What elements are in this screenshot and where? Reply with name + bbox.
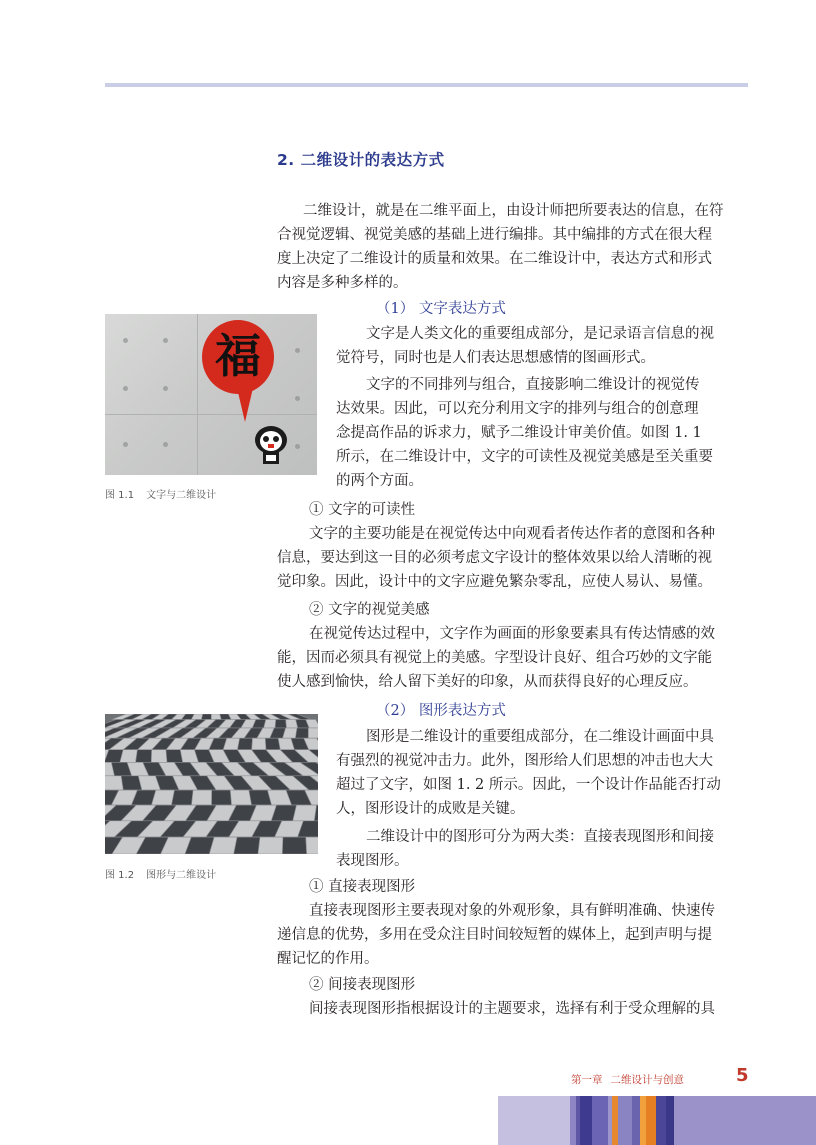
figure-number: 图 1.1 xyxy=(105,490,135,501)
text-line: 念提高作品的诉求力，赋予二维设计审美价值。如图 1. 1 xyxy=(336,425,702,441)
paving-tile xyxy=(166,750,183,763)
text-line: 所示，在二维设计中，文字的可读性及视觉美感是至关重要 xyxy=(336,449,713,465)
text-line: 在视觉传达过程中，文字作为画面的形象要素具有传达情感的效 xyxy=(309,626,715,642)
paving-tile xyxy=(238,738,253,750)
paving-tile xyxy=(105,776,123,790)
subsection-title-graphic: （2） 图形表达方式 xyxy=(376,703,506,719)
paving-tile xyxy=(264,720,276,729)
text-line: 觉印象。因此，设计中的文字应避免繁杂零乱，应使人易认、易懂。 xyxy=(277,574,712,590)
top-rule xyxy=(105,83,748,87)
paving-tile xyxy=(258,837,283,854)
paving-tile xyxy=(152,790,175,805)
text-line: 内容是多种多样的。 xyxy=(277,275,408,291)
chapter-number: 第一章 xyxy=(571,1074,603,1086)
text-line: 度上决定了二维设计的质量和效果。在二维设计中，表达方式和形式 xyxy=(277,251,712,267)
paving-tile xyxy=(234,837,260,854)
figure-1-2-image xyxy=(105,714,318,854)
text-line: 递信息的优势，多用在受众注目时间较短暂的媒体上，起到声明与提 xyxy=(277,927,712,943)
page-number: 5 xyxy=(736,1065,749,1086)
text-line: 直接表现图形主要表现对象的外观形象，具有鲜明准确、快速传 xyxy=(309,903,715,919)
text-line: 的两个方面。 xyxy=(336,473,423,489)
paving-tile xyxy=(293,805,317,821)
checker-pattern xyxy=(105,714,318,854)
text-line: 合视觉逻辑、视觉美感的基础上进行编排。其中编排的方式在很大程 xyxy=(277,227,712,243)
figure-label: 文字与二维设计 xyxy=(146,490,217,501)
text-line: 人，图形设计的成败是关键。 xyxy=(336,801,525,817)
running-footer xyxy=(571,1072,692,1087)
text-line: 文字的不同排列与组合，直接影响二维设计的视觉传 xyxy=(366,377,700,393)
mascot-illustration xyxy=(251,422,291,468)
section-title: 2. 二维设计的表达方式 xyxy=(277,151,445,169)
text-line: 表现图形。 xyxy=(336,853,409,869)
text-line: 达效果。因此，可以充分利用文字的排列与组合的创意理 xyxy=(336,401,699,417)
paving-tile xyxy=(265,738,280,750)
text-line: 能，因而必须具有视觉上的美感。字型设计良好、组合巧妙的文字能 xyxy=(277,650,712,666)
paving-tile xyxy=(230,790,251,805)
text-line: 有强烈的视觉冲击力。此外，图形给人们思想的冲击也大大 xyxy=(336,753,713,769)
chapter-title: 二维设计与创意 xyxy=(610,1074,684,1086)
item-readability: ① 文字的可读性 xyxy=(309,502,416,518)
figure-1-1-image xyxy=(105,314,317,475)
item-direct-graphics: ① 直接表现图形 xyxy=(309,879,416,895)
text-line: 二维设计中的图形可分为两大类：直接表现图形和间接 xyxy=(366,829,714,845)
paving-tile xyxy=(201,714,211,720)
paving-tile xyxy=(172,790,194,805)
speech-balloon-tail xyxy=(237,388,253,422)
text-line: 使人感到愉快，给人留下美好的印象，从而获得良好的心理反应。 xyxy=(277,674,698,690)
text-line: 文字的主要功能是在视觉传达中向观看者传达作者的意图和各种 xyxy=(309,526,715,542)
paving-tile xyxy=(306,837,318,854)
figure-1-2-caption xyxy=(105,866,228,881)
figure-1-1-caption xyxy=(105,486,228,501)
text-line: 觉符号，同时也是人们表达思想感情的图画形式。 xyxy=(336,350,655,366)
paving-tile xyxy=(192,790,212,805)
item-visual-beauty: ② 文字的视觉美感 xyxy=(309,602,430,618)
text-line: 信息，要达到这一目的必须考虑文字设计的整体效果以给人清晰的视 xyxy=(277,550,712,566)
paving-tile xyxy=(151,750,167,763)
subsection-title-text: （1） 文字表达方式 xyxy=(376,301,506,317)
paving-tile xyxy=(308,728,318,738)
text-line: 超过了文字，如图 1. 2 所示。因此，一个设计作品能否打动 xyxy=(336,777,721,793)
paving-tile xyxy=(209,837,237,854)
figure-number: 图 1.2 xyxy=(105,870,135,881)
text-line: 图形是二维设计的重要组成部分，在二维设计画面中具 xyxy=(366,729,714,745)
text-line: 二维设计，就是在二维平面上，由设计师把所要表达的信息，在符 xyxy=(303,203,724,219)
paving-tile xyxy=(282,837,306,854)
fu-character: 福 xyxy=(215,329,261,383)
item-indirect-graphics: ② 间接表现图形 xyxy=(309,977,416,993)
paving-tile xyxy=(295,728,308,738)
paving-tile xyxy=(136,750,152,763)
text-line: 间接表现图形指根据设计的主题要求，选择有利于受众理解的具 xyxy=(309,1001,715,1017)
paving-tile xyxy=(212,790,232,805)
paving-tile xyxy=(252,738,266,750)
paving-tile xyxy=(120,750,137,763)
paving-tile xyxy=(275,720,286,729)
text-line: 文字是人类文化的重要组成部分，是记录语言信息的视 xyxy=(366,326,714,342)
figure-label: 图形与二维设计 xyxy=(146,870,217,881)
text-line: 醒记忆的作用。 xyxy=(277,951,379,967)
